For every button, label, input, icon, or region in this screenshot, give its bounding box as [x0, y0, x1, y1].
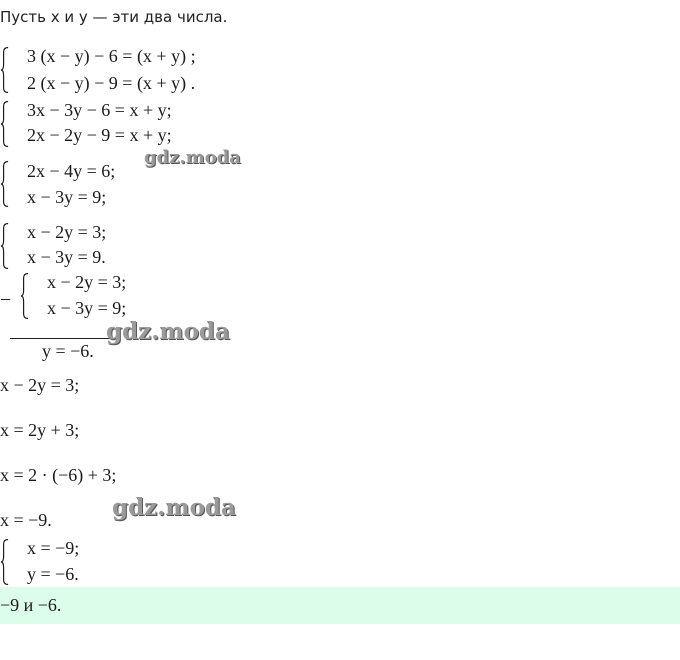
brace-icon — [20, 270, 29, 322]
watermark: gdz.moda — [106, 318, 230, 345]
system-3-line-2: x − 3y = 9; — [27, 187, 107, 207]
subtraction-result: y = −6. — [42, 341, 94, 361]
system-1-line-1: 3 (x − y) − 6 = (x + y) ; — [27, 46, 196, 66]
brace-icon — [0, 98, 9, 150]
system-1-line-2: 2 (x − y) − 9 = (x + y) . — [27, 73, 196, 93]
step-4: x = −9. — [0, 510, 52, 530]
subtraction-rule — [10, 338, 118, 339]
answer-text: −9 и −6. — [0, 595, 62, 615]
watermark: gdz.moda — [112, 494, 236, 521]
brace-icon — [0, 536, 9, 588]
step-2: x = 2y + 3; — [0, 420, 80, 440]
system-4-line-2: x − 3y = 9. — [27, 247, 106, 267]
subtraction-sign: − — [0, 289, 12, 311]
final-system-line-1: x = −9; — [27, 538, 80, 558]
system-5-line-1: x − 2y = 3; — [47, 272, 127, 292]
system-2-line-1: 3x − 3y − 6 = x + y; — [27, 100, 172, 120]
brace-icon — [0, 44, 9, 96]
final-system-line-2: y = −6. — [27, 564, 79, 584]
brace-icon — [0, 158, 9, 210]
watermark: gdz.moda — [144, 147, 241, 168]
system-2-line-2: 2x − 2y − 9 = x + y; — [27, 125, 172, 145]
step-3: x = 2 · (−6) + 3; — [0, 465, 117, 485]
answer-box — [0, 587, 680, 624]
step-1: x − 2y = 3; — [0, 375, 80, 395]
system-5-line-2: x − 3y = 9; — [47, 298, 127, 318]
brace-icon — [0, 220, 9, 272]
system-4-line-1: x − 2y = 3; — [27, 222, 107, 242]
system-3-line-1: 2x − 4y = 6; — [27, 161, 116, 181]
intro-text: Пусть x и y — эти два числа. — [0, 8, 228, 26]
